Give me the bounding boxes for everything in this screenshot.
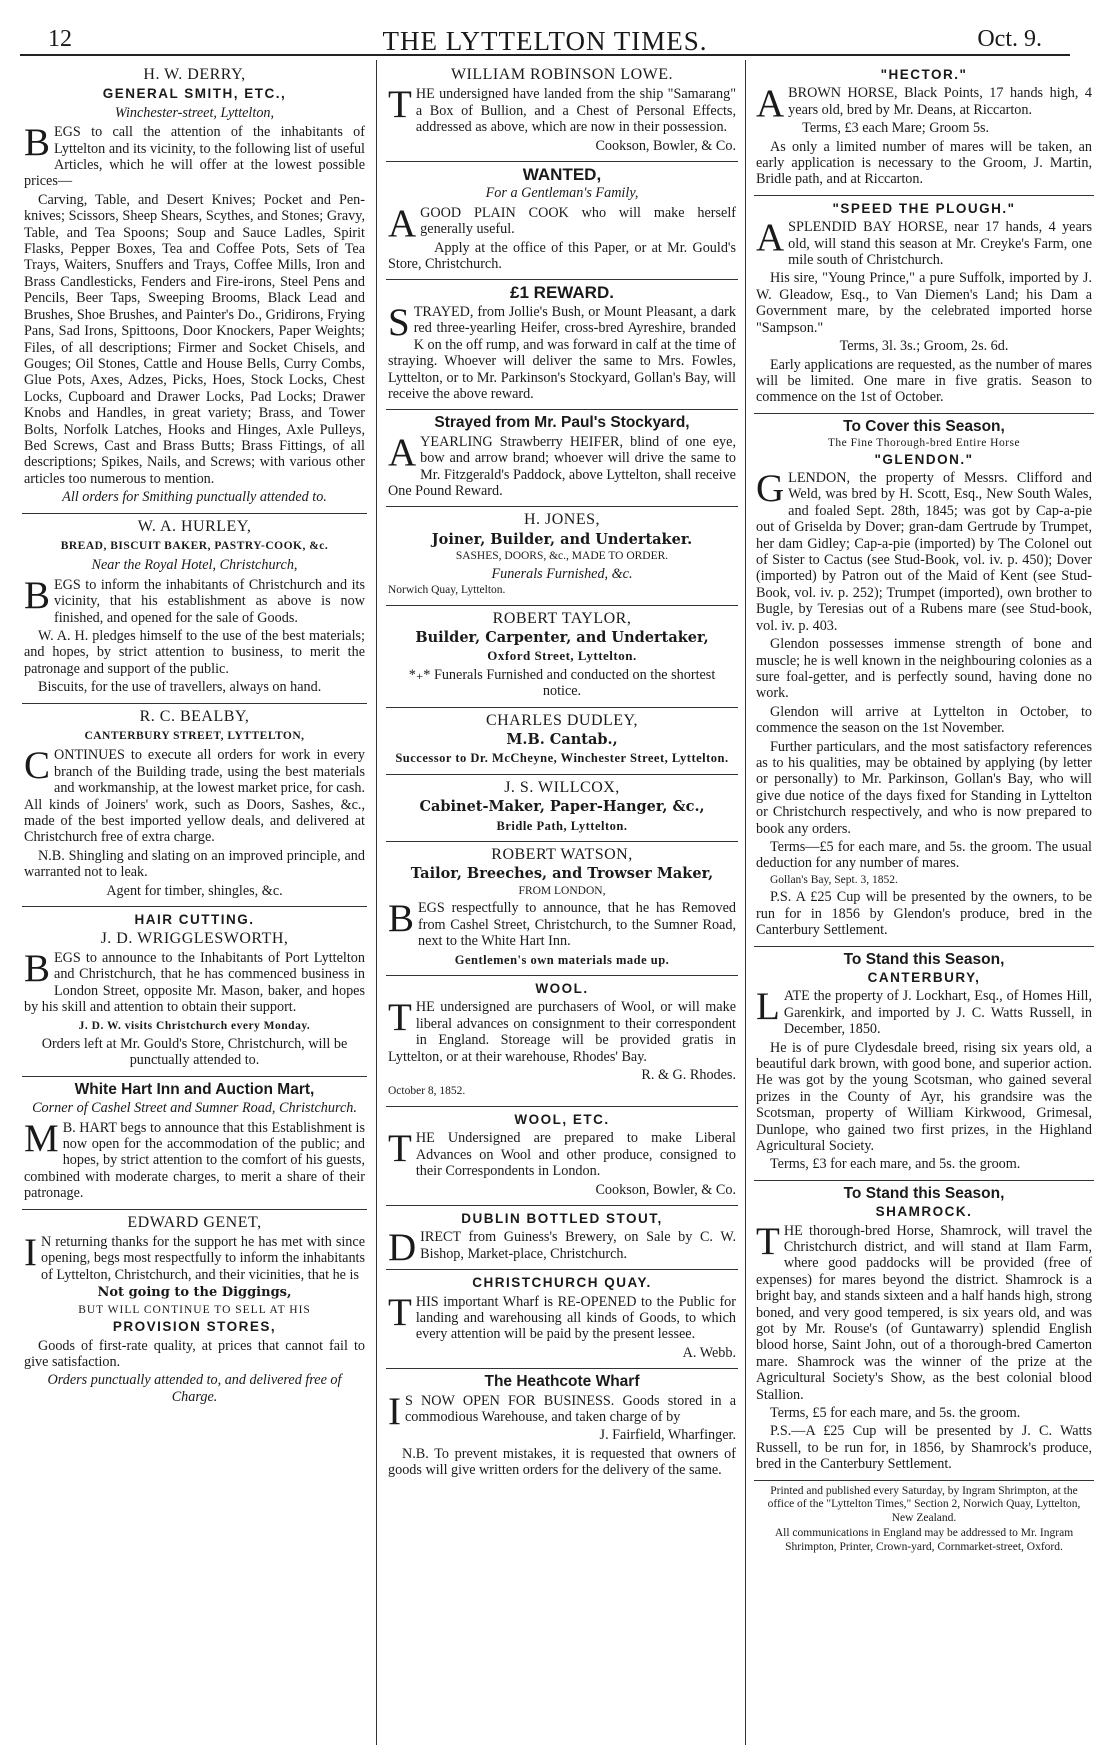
ad-name: SHAMROCK. bbox=[875, 1204, 973, 1220]
ad-canterbury bbox=[754, 947, 1094, 1181]
column-2 bbox=[386, 62, 738, 1486]
ad-address: Oxford Street, Lyttelton. bbox=[487, 648, 637, 664]
drop-cap: G bbox=[756, 467, 785, 511]
drop-cap: T bbox=[756, 1219, 780, 1263]
ad-heading: HAIR CUTTING. bbox=[134, 912, 255, 928]
ad-body: Glendon will arrive at Lyttelton in October, to commence the season on the 1st November. bbox=[756, 703, 1092, 737]
drop-cap: T bbox=[388, 83, 412, 127]
ad-body: HE undersigned have landed from the ship "Samarang" a Box of Bullion, and a Chest of Personal Effects, addressed as above, which are now in their possession. bbox=[415, 86, 736, 136]
ad-body: He is of pure Clydesdale breed, rising six years old, a beautiful dark brown, with good bone, and superior action. He was got by the young Scotsman, who gained several prizes in the County of Ayr, his grandsire was the Scotsman, property of William Kirkwood, Grimesal, Dunlope, who gained two first prizes, in the Highland Agricultural Society. bbox=[756, 1039, 1092, 1154]
ad-body: Terms, £3 each Mare; Groom 5s. bbox=[802, 120, 990, 137]
ad-body: GOOD PLAIN COOK who will make herself generally useful. bbox=[420, 204, 736, 238]
ad-dudley bbox=[386, 708, 738, 775]
ad-body: PROVISION STORES, bbox=[112, 1319, 277, 1335]
ad-heading: H. JONES, bbox=[523, 511, 601, 529]
ad-body: W. A. H. pledges himself to the use of the best materials; and hopes, by strict attention to business, to merit the patronage and support of the public. bbox=[24, 628, 365, 677]
ad-footer: Orders punctually attended to, and delivered free of Charge. bbox=[47, 1372, 342, 1405]
ad-stout bbox=[386, 1206, 738, 1270]
ad-body: HE undersigned are purchasers of Wool, or will make liberal advances on consignment to their correspondent in England. Storeage will be provided gratis in Lyttelton, or at their warehouse, Rhodes' Bay. bbox=[388, 999, 736, 1065]
column-rule bbox=[376, 60, 377, 1745]
ad-body: P.S.—A £25 Cup will be presented by J. C. Watts Russell, to be run for, in 1856, by Shamrock's produce, bred in the Canterbury Settlement. bbox=[756, 1423, 1092, 1473]
issue-date: Oct. 9. bbox=[977, 26, 1042, 52]
ad-heading: CHARLES DUDLEY, bbox=[485, 711, 639, 729]
ad-body: Glendon possesses immense strength of bone and muscle; he is well known in the neighbouring colonies as a sure foal-getter, and is perfectly sound, having done no work. bbox=[756, 636, 1092, 702]
ad-body: Orders left at Mr. Gould's Store, Christchurch, will be punctually attended to. bbox=[41, 1035, 348, 1069]
ad-wrigglesworth bbox=[22, 907, 367, 1077]
ad-body: N.B. Shingling and slating on an improved principle, and warranted not to leak. bbox=[24, 847, 365, 881]
ad-body: EGS respectfully to announce, that he has Removed from Cashel Street, Christchurch, to the Sumner Road, next to the White Hart Inn. bbox=[418, 900, 736, 950]
ad-address: Winchester-street, Lyttelton, bbox=[114, 104, 275, 121]
ad-address: CANTERBURY STREET, LYTTELTON, bbox=[84, 730, 305, 743]
drop-cap: T bbox=[388, 996, 412, 1040]
ad-trade: Cabinet-Maker, Paper-Hanger, &c., bbox=[419, 798, 705, 816]
ad-trade: GENERAL SMITH, ETC., bbox=[102, 86, 287, 102]
ad-hurley bbox=[22, 514, 367, 704]
ad-wanted bbox=[386, 162, 738, 280]
ad-body: Agent for timber, shingles, &c. bbox=[106, 882, 283, 899]
drop-cap: M bbox=[24, 1116, 59, 1160]
ad-body: SASHES, DOORS, &c., MADE TO ORDER. bbox=[455, 550, 669, 563]
ad-name: CANTERBURY, bbox=[867, 969, 981, 985]
ad-signature: J. Fairfield, Wharfinger. bbox=[599, 1427, 736, 1444]
ad-body: As only a limited number of mares will be taken, an early application is necessary to the Groom, J. Martin, Bridle path, and at Riccarton. bbox=[756, 138, 1092, 188]
ad-footer: All orders for Smithing punctually attended to. bbox=[62, 489, 327, 506]
ad-signature: Cookson, Bowler, & Co. bbox=[595, 1181, 736, 1198]
drop-cap: T bbox=[388, 1127, 412, 1171]
drop-cap: T bbox=[388, 1290, 412, 1334]
ad-body: HE Undersigned are prepared to make Liberal Advances on Wool and other produce, consigned to their Correspondents in London. bbox=[415, 1130, 736, 1180]
drop-cap: D bbox=[388, 1226, 417, 1270]
ad-body: *₊* Funerals Furnished and conducted on the shortest notice. bbox=[408, 666, 716, 700]
drop-cap: A bbox=[756, 82, 785, 126]
ad-address: Norwich Quay, Lyttelton. bbox=[388, 584, 506, 597]
ad-taylor bbox=[386, 606, 738, 708]
ad-body: Terms, £5 for each mare, and 5s. the groom. bbox=[770, 1405, 1021, 1422]
ad-body: EGS to call the attention of the inhabitants of Lyttelton and its vicinity, to the following list of useful Articles, which he will offer at the lowest possible prices— bbox=[24, 124, 365, 190]
ad-paul bbox=[386, 410, 738, 507]
column-rule bbox=[745, 60, 746, 1745]
ad-body: Biscuits, for the use of travellers, always on hand. bbox=[38, 679, 322, 696]
ad-heading: ROBERT WATSON, bbox=[491, 846, 633, 864]
ad-body: Not going to the Diggings, bbox=[97, 1285, 292, 1301]
ad-signature: Cookson, Bowler, & Co. bbox=[595, 137, 736, 154]
ad-heading: To Stand this Season, bbox=[843, 950, 1005, 968]
ad-reward bbox=[386, 280, 738, 410]
ad-body: His sire, "Young Prince," a pure Suffolk, imported by J. W. Gleadow, Esq., to Van Diemen's Land; his Dam a Government mare, by the celebrated imported horse "Sampson." bbox=[756, 270, 1092, 336]
ad-lowe bbox=[386, 62, 738, 162]
imprint-text: All communications in England may be addressed to Mr. Ingram Shrimpton, Printer, Crown-yard, Cornmarket-street, Oxford. bbox=[774, 1527, 1074, 1553]
ad-address: Bridle Path, Lyttelton. bbox=[496, 818, 628, 833]
ad-hector bbox=[754, 62, 1094, 196]
drop-cap: I bbox=[388, 1389, 401, 1433]
ad-body: N returning thanks for the support he has met with since opening, begs most respectfully to inform the inhabitants of Lyttelton, Christchurch, and their vicinities, that he is bbox=[41, 1234, 365, 1283]
imprint-text: Printed and published every Saturday, by Ingram Shrimpton, at the office of the "Lyttelton Times," Section 2, Norwich Quay, Lyttelton, New Zealand. bbox=[767, 1484, 1081, 1524]
ad-heading: CHRISTCHURCH QUAY. bbox=[472, 1275, 652, 1291]
ad-derry bbox=[22, 62, 367, 514]
newspaper-title: THE LYTTELTON TIMES. bbox=[382, 26, 708, 56]
drop-cap: A bbox=[388, 430, 417, 474]
ad-trade: Tailor, Breeches, and Trowser Maker, bbox=[410, 865, 714, 883]
ad-name: J. D. WRIGGLESWORTH, bbox=[100, 929, 289, 947]
ad-body: Terms, 3l. 3s.; Groom, 2s. 6d. bbox=[839, 338, 1009, 355]
drop-cap: S bbox=[388, 300, 410, 344]
ad-date: Gollan's Bay, Sept. 3, 1852. bbox=[770, 873, 898, 886]
ad-trade: M.B. Cantab., bbox=[506, 731, 618, 748]
drop-cap: A bbox=[756, 216, 785, 260]
ad-heading: The Heathcote Wharf bbox=[484, 1373, 640, 1391]
ad-heading: H. W. DERRY, bbox=[143, 66, 246, 83]
ad-date: October 8, 1852. bbox=[388, 1085, 466, 1098]
ad-heading: White Hart Inn and Auction Mart, bbox=[74, 1080, 315, 1098]
ad-body: Terms, £3 for each mare, and 5s. the groom. bbox=[770, 1156, 1021, 1173]
drop-cap: B bbox=[24, 946, 51, 990]
ad-heading: WOOL. bbox=[535, 980, 589, 996]
ad-quay bbox=[386, 1270, 738, 1369]
ad-subheading: For a Gentleman's Family, bbox=[485, 185, 639, 202]
ad-body: FROM LONDON, bbox=[518, 884, 606, 897]
ad-body: IRECT from Guiness's Brewery, on Sale by C. W. Bishop, Market-place, Christchurch. bbox=[420, 1229, 736, 1262]
ad-heading: WOOL, ETC. bbox=[514, 1111, 610, 1127]
masthead bbox=[20, 24, 1070, 56]
drop-cap: B bbox=[24, 121, 51, 165]
column-1 bbox=[22, 62, 367, 1412]
column-3 bbox=[754, 62, 1094, 1561]
ad-trade: Joiner, Builder, and Undertaker. bbox=[431, 530, 693, 548]
ad-body: Carving, Table, and Desert Knives; Pocket and Pen-knives; Scissors, Sheep Shears, Scythes, and Stones; Gravy, Table, and Tea Spoons; Soup and Sauce Ladles, Spirit Flasks, Pepper Boxes, Tea and Coffee Pots, Sets of Tea Trays, Waiters, Snuffers and Trays, Coffee Mills, Iron and Brass Candlesticks, Fenders and Fire-irons, Steel Pens and Pencils, Beer Taps, Sweeping Brooms, Black Lead and Brushes, Shoe Brushes, and Painter's Do., Gridirons, Frying Pans, Sad Irons, Spittoons, Door Knockers, Paper Weights; Files, of all descriptions; Firmer and Socket Chisels, and Gouges; Oil Stones, Cattle and House Bells, Curry Combs, Glue Pots, Axes, Adzes, Picks, Hoes, Stock Locks, Chest Locks, Cupboard and Drawer Locks, Pad Locks; Drawer Knobs and Handles, in great variety; Brass, and Tower Bolts, Norfolk Latches, Hooks and Hinges, Axle Pulleys, Bed Screws, Cast and Brass Butts; Brass Fittings, of all descriptions; Spikes, Nails, and Screws; with various other articles too numerous to mention. bbox=[24, 191, 365, 487]
ad-body: B. HART begs to announce that this Establishment is now open for the accommodation of the public; and hopes, by strict attention to the comfort of his guests, combined with moderate charges, to merit a share of their patronage. bbox=[24, 1119, 365, 1202]
ad-heading: DUBLIN BOTTLED STOUT, bbox=[461, 1210, 663, 1226]
ad-body: ATE the property of J. Lockhart, Esq., of Homes Hill, Garenkirk, and imported by J. C. Watts Russell, in December, 1850. bbox=[783, 988, 1092, 1038]
ad-body: N.B. To prevent mistakes, it is requested that owners of goods will give written orders for the delivery of the same. bbox=[388, 1445, 736, 1479]
ad-wool-etc bbox=[386, 1107, 738, 1206]
ad-body: P.S. A £25 Cup will be presented by the owners, to be run for in 1856 by Glendon's produce, bred in the Canterbury Settlement. bbox=[756, 889, 1092, 939]
ad-body: Apply at the office of this Paper, or at Mr. Gould's Store, Christchurch. bbox=[388, 239, 736, 273]
ad-genet bbox=[22, 1210, 367, 1413]
ad-heading: EDWARD GENET, bbox=[127, 1213, 262, 1231]
ad-heading: J. S. WILLCOX, bbox=[504, 778, 620, 796]
ad-shamrock bbox=[754, 1181, 1094, 1481]
drop-cap: I bbox=[24, 1231, 37, 1274]
ad-body: Funerals Furnished, &c. bbox=[491, 565, 633, 582]
ad-body: BROWN HORSE, Black Points, 17 hands high, 4 years old, bred by Mr. Deans, at Riccarton. bbox=[788, 85, 1092, 118]
ad-glendon bbox=[754, 414, 1094, 947]
ad-body: SPLENDID BAY HORSE, near 17 hands, 4 years old, will stand this season at Mr. Creyke's Farm, one mile south of Christchurch. bbox=[788, 219, 1092, 269]
ad-body: Successor to Dr. McCheyne, Winchester Street, Lyttelton. bbox=[395, 751, 729, 766]
ad-trade: Builder, Carpenter, and Undertaker, bbox=[415, 628, 709, 646]
ad-body: J. D. W. visits Christchurch every Monday. bbox=[78, 1019, 311, 1032]
ad-body: Further particulars, and the most satisfactory references as to his qualities, may be obtained by applying (by letter or personally) to Mr. Parkinson, Gollan's Bay, who will give due notice of the days fixed for Standing in Lyttelton or Christchurch respectively, and who is now prepared to book any orders. bbox=[756, 738, 1092, 837]
ad-heading: £1 REWARD. bbox=[510, 283, 614, 303]
ad-heading: "HECTOR." bbox=[880, 67, 968, 82]
ad-body: EGS to announce to the Inhabitants of Port Lyttelton and Christchurch, that he has commenced business in London Street, opposite Mr. Mason, baker, and hopes by his skill and attention to obtain their support. bbox=[24, 949, 365, 1016]
ad-heading: WANTED, bbox=[522, 165, 602, 185]
ad-signature: A. Webb. bbox=[682, 1344, 736, 1361]
ad-body: HIS important Wharf is RE-OPENED to the Public for landing and warehousing all kinds of Goods, to which every attention will be paid by the present lessee. bbox=[415, 1293, 736, 1343]
drop-cap: A bbox=[388, 201, 417, 245]
ad-signature: R. & G. Rhodes. bbox=[641, 1067, 736, 1083]
ad-bealby bbox=[22, 704, 367, 907]
ad-body: BUT WILL CONTINUE TO SELL AT HIS bbox=[78, 1303, 311, 1316]
ad-body: ONTINUES to execute all orders for work in every branch of the Building trade, using the best materials and workmanship, at the lowest market price, for cash. All kinds of Joiners' work, such as Doors, Sashes, &c., made of the best imported yellow deals, and delivered at Christchurch free of extra charge. bbox=[24, 747, 365, 846]
ad-speed-the-plough bbox=[754, 196, 1094, 414]
drop-cap: B bbox=[24, 573, 51, 617]
ad-heading: WILLIAM ROBINSON LOWE. bbox=[450, 66, 674, 83]
ad-body: Gentlemen's own materials made up. bbox=[454, 952, 670, 967]
ad-address: Near the Royal Hotel, Christchurch, bbox=[91, 557, 298, 574]
ad-address: Corner of Cashel Street and Sumner Road, Christchurch. bbox=[32, 1100, 357, 1117]
ad-heathcote bbox=[386, 1369, 738, 1485]
ad-jones bbox=[386, 507, 738, 605]
ad-watson bbox=[386, 842, 738, 976]
printer-imprint bbox=[754, 1481, 1094, 1562]
ad-body: YEARLING Strawberry HEIFER, blind of one eye, bow and arrow brand; whoever will drive the same to Mr. Fitzgerald's Paddock, above Lyttelton, shall receive One Pound Reward. bbox=[388, 433, 736, 499]
ad-name: "GLENDON." bbox=[874, 451, 974, 467]
ad-subheading: The Fine Thorough-bred Entire Horse bbox=[827, 437, 1021, 450]
drop-cap: L bbox=[756, 985, 780, 1029]
ad-heading: To Cover this Season, bbox=[843, 417, 1005, 435]
ad-heading: W. A. HURLEY, bbox=[137, 517, 252, 535]
ad-body: HE thorough-bred Horse, Shamrock, will travel the Christchurch district, and will stand at Ilam Farm, where good paddocks will be provided (free of expenses) for mares beyond the district. Shamrock is a bright bay, and stands sixteen and a half hands high, strong boned, and very good tempered, is six years old, and was got by Mr. Rouse's (of Guntawarry) splendid English blood horse, Saint John, out of a thorough-bred Camerton mare. Shamrock was the winner of the prize at the Agricultural Society's Show, as the best colonial blood Stallion. bbox=[756, 1222, 1092, 1403]
ad-wool bbox=[386, 976, 738, 1107]
ad-heading: Strayed from Mr. Paul's Stockyard, bbox=[434, 414, 690, 432]
ad-trade: BREAD, BISCUIT BAKER, PASTRY-COOK, &c. bbox=[60, 539, 329, 552]
ad-white-hart bbox=[22, 1077, 367, 1210]
ad-body: Terms—£5 for each mare, and 5s. the groom. The usual deduction for any number of mares. bbox=[756, 838, 1092, 872]
ad-willcox bbox=[386, 775, 738, 842]
ad-heading: R. C. BEALBY, bbox=[139, 707, 250, 725]
ad-body: S NOW OPEN FOR BUSINESS. Goods stored in a commodious Warehouse, and taken charge of by bbox=[405, 1392, 736, 1425]
drop-cap: B bbox=[388, 897, 415, 941]
page-number: 12 bbox=[48, 26, 72, 52]
ad-heading: To Stand this Season, bbox=[843, 1184, 1005, 1202]
ad-heading: ROBERT TAYLOR, bbox=[492, 609, 632, 627]
ad-body: TRAYED, from Jollie's Bush, or Mount Pleasant, a dark red three-yearling Heifer, cross-bred Ayreshire, branded K on the off rump, and was forward in calf at the time of straying. Whoever will deliver the same to Mrs. Fowles, Lyttelton, or to Mr. Parkinson's Stockyard, Gollan's Bay, will receive the above reward. bbox=[388, 303, 736, 402]
ad-heading: "SPEED THE PLOUGH." bbox=[832, 200, 1016, 216]
ad-body: Goods of first-rate quality, at prices that cannot fail to give satisfaction. bbox=[24, 1337, 365, 1370]
ad-body: Early applications are requested, as the number of mares will be limited. One mare in five gratis. Season to commence on the 1st of October. bbox=[756, 356, 1092, 406]
ad-body: LENDON, the property of Messrs. Clifford and Weld, was bred by H. Scott, Esq., New South Wales, and foaled Sept. 28th, 1845; was got by Cap-a-pie out of Griselda by Dover; gran-dam Gertrude by Trumpet, her dam Gidley; Cap-a-pie (imported) by The Colonel out of Sister to Cactus (see Stud-Book, vol. iv. p. 450); Dover (imported) by Patron out of the Maid of Kent (see Stud-Book, vol. iv. p. 252); Trumpet (imported), own brother to Bugle, by Teresias out of a Rubens mare (see Stud-book, vol. iv. p. 403. bbox=[756, 470, 1092, 634]
drop-cap: C bbox=[24, 744, 51, 788]
ad-body: EGS to inform the inhabitants of Christchurch and its vicinity, that his establishment as above is now finished, and opened for the sale of Goods. bbox=[54, 576, 365, 626]
